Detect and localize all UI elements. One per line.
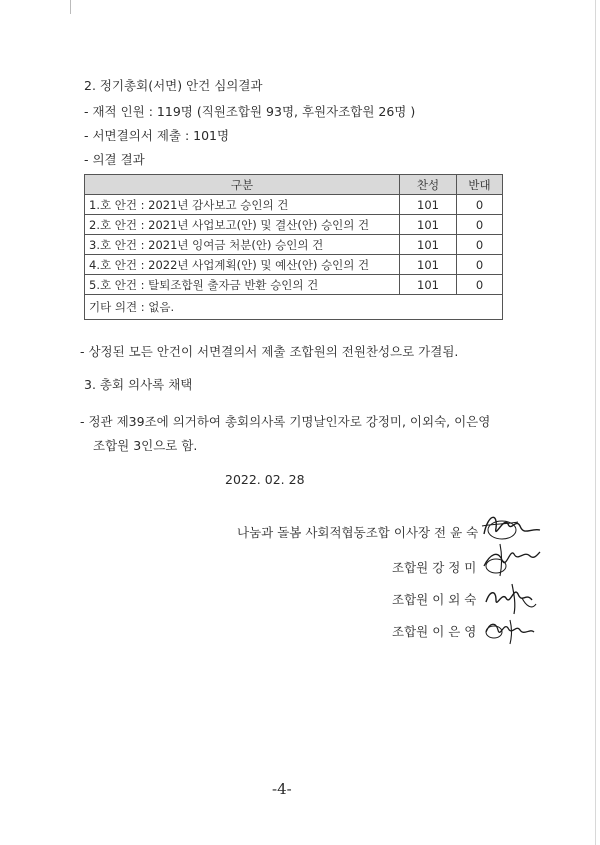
votes-for: 101: [400, 235, 457, 255]
agenda-item: 3.호 안건 : 2021년 잉여금 처분(안) 승인의 건: [85, 235, 400, 255]
misc-opinion: 기타 의견 : 없음.: [85, 295, 503, 320]
page-edge-line: [595, 0, 596, 845]
corner-mark: [70, 0, 71, 14]
section3-line1: - 정관 제39조에 의거하여 총회의사록 기명날인자로 강정미, 이외숙, 이은영: [80, 414, 491, 429]
table-row: [85, 235, 503, 255]
votes-against: 0: [457, 235, 503, 255]
table-header-row: [85, 175, 503, 195]
table-row: [85, 195, 503, 215]
signature-member-1-image: [480, 540, 542, 578]
votes-for: 101: [400, 215, 457, 235]
signatory-member-2: 조합원 이 외 숙: [392, 592, 477, 607]
section3-line2: 조합원 3인으로 함.: [93, 438, 198, 453]
signatory-member-3: 조합원 이 은 영: [392, 624, 477, 639]
agenda-item: 5.호 안건 : 탈퇴조합원 출자금 반환 승인의 건: [85, 275, 400, 295]
page-number: -4-: [272, 780, 292, 798]
table-row: [85, 275, 503, 295]
votes-against: 0: [457, 215, 503, 235]
signature-member-2-image: [482, 580, 538, 616]
section2-heading: 2. 정기총회(서면) 안건 심의결과: [84, 78, 263, 93]
agenda-item: 4.호 안건 : 2022년 사업계획(안) 및 예산(안) 승인의 건: [85, 255, 400, 275]
votes-for: 101: [400, 195, 457, 215]
votes-for: 101: [400, 275, 457, 295]
submitted-line: - 서면결의서 제출 : 101명: [84, 128, 230, 143]
table-row: [85, 255, 503, 275]
votes-for: 101: [400, 255, 457, 275]
agenda-item: 1.호 안건 : 2021년 감사보고 승인의 건: [85, 195, 400, 215]
signatory-member-1: 조합원 강 정 미: [392, 560, 477, 575]
document-date: 2022. 02. 28: [225, 472, 305, 487]
section3-heading: 3. 총회 의사록 채택: [84, 377, 193, 392]
votes-against: 0: [457, 255, 503, 275]
agenda-item: 2.호 안건 : 2021년 사업보고(안) 및 결산(안) 승인의 건: [85, 215, 400, 235]
table-row: [85, 215, 503, 235]
result-label: - 의결 결과: [84, 152, 145, 167]
header-against: 반대: [457, 175, 503, 195]
votes-against: 0: [457, 195, 503, 215]
header-for: 찬성: [400, 175, 457, 195]
conclusion-line: - 상정된 모든 안건이 서면결의서 제출 조합원의 전원찬성으로 가결됨.: [80, 344, 459, 359]
signatory-chair: 나눔과 돌봄 사회적협동조합 이사장 전 윤 숙: [237, 525, 479, 540]
table-misc-row: [85, 295, 503, 320]
votes-against: 0: [457, 275, 503, 295]
signature-member-3-image: [482, 614, 538, 646]
header-category: 구분: [85, 175, 400, 195]
vote-result-table: [84, 174, 503, 320]
members-line: - 재적 인원 : 119명 (직원조합원 93명, 후원자조합원 26명 ): [84, 104, 416, 119]
